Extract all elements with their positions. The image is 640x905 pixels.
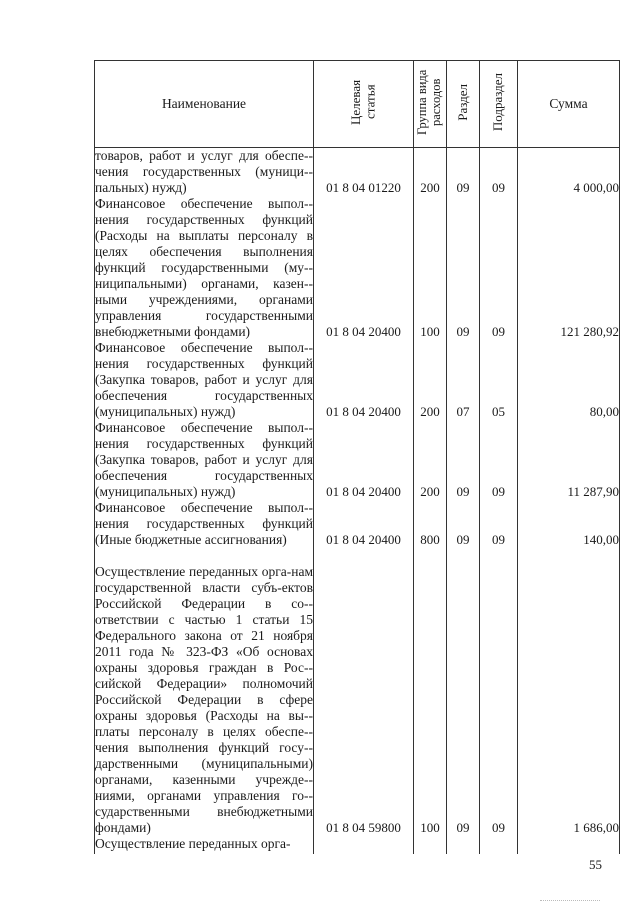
header-sum-label: Сумма — [549, 96, 588, 111]
row-section: 09 — [447, 420, 480, 500]
row-group: 200 — [414, 148, 447, 197]
table-row — [95, 836, 620, 854]
header-target-label: Целевая статья — [347, 79, 377, 125]
row-target: 01 8 04 20400 — [314, 420, 414, 500]
table-row — [95, 196, 620, 340]
row-section — [447, 836, 480, 854]
row-group: 100 — [414, 196, 447, 340]
row-sum — [518, 836, 620, 854]
row-name: Осуществление переданных орга- — [95, 836, 314, 854]
row-target: 01 8 04 01220 — [314, 148, 414, 197]
row-subsection: 09 — [480, 500, 518, 548]
table-row — [95, 420, 620, 500]
row-target: 01 8 04 20400 — [314, 196, 414, 340]
header-group-label: Группа вида расходов — [415, 69, 443, 135]
row-subsection: 05 — [480, 340, 518, 420]
row-subsection: 09 — [480, 420, 518, 500]
row-target — [314, 836, 414, 854]
table-row — [95, 148, 620, 197]
row-name: Финансовое обеспечение выпол-нения государственных функций (Закупка товаров, работ и услуг для обеспечения государственных (муниципальных) нужд) — [95, 340, 313, 419]
row-subsection: 09 — [480, 148, 518, 197]
row-subsection: 09 — [480, 548, 518, 836]
row-section: 09 — [447, 548, 480, 836]
budget-table — [94, 60, 620, 854]
row-group: 800 — [414, 500, 447, 548]
row-name: Финансовое обеспечение выпол-нения государственных функций (Иные бюджетные ассигнования) — [95, 500, 313, 547]
header-sum — [518, 61, 620, 148]
row-subsection: 09 — [480, 196, 518, 340]
row-group: 200 — [414, 340, 447, 420]
row-sum: 121 280,92 — [518, 196, 620, 340]
row-target: 01 8 04 20400 — [314, 340, 414, 420]
header-group — [414, 61, 447, 148]
page-number: 55 — [589, 857, 602, 872]
row-section: 07 — [447, 340, 480, 420]
row-subsection — [480, 836, 518, 854]
table-row — [95, 500, 620, 548]
header-name — [95, 61, 314, 148]
row-section: 09 — [447, 500, 480, 548]
header-section — [447, 61, 480, 148]
row-name: Осуществление переданных орга-нам государственной власти субъ-ектов Российской Федерации в со-ответствии с частью 1 статьи 15 Федерального закона от 21 ноября 2011 года № 323-ФЗ «Об основах охраны здоровья граждан в Рос-сийской Федерации» полномочий Российской Федерации в сфере охраны здоровья (Расходы на вы-платы персоналу в целях обеспе-чения выполнения функций госу-дарственными (муниципальными) органами, казенными учрежде-ниями, органами управления го-сударственными внебюджетными фондами) — [95, 548, 314, 836]
header-target — [314, 61, 414, 148]
row-group: 100 — [414, 548, 447, 836]
row-section: 09 — [447, 196, 480, 340]
header-section-label: Раздел — [454, 83, 470, 121]
table-header-row — [95, 61, 620, 148]
row-name: Финансовое обеспечение выпол-нения государственных функций (Закупка товаров, работ и услуг для обеспечения государственных (муниципальных) нужд) — [95, 420, 313, 499]
row-sum: 140,00 — [518, 500, 620, 548]
row-name: Финансовое обеспечение выпол-нения государственных функций (Расходы на выплаты персоналу в целях обеспечения выполнения функций государственными (му-ниципальными) органами, казен-ными учреждениями, органами управления государственными внебюджетными фондами) — [95, 196, 313, 339]
row-sum: 11 287,90 — [518, 420, 620, 500]
row-target: 01 8 04 20400 — [314, 500, 414, 548]
header-subsection-label: Подраздел — [490, 72, 506, 132]
row-sum: 1 686,00 — [518, 548, 620, 836]
row-group — [414, 836, 447, 854]
row-target: 01 8 04 59800 — [314, 548, 414, 836]
row-sum: 80,00 — [518, 340, 620, 420]
table-row — [95, 548, 620, 836]
row-sum: 4 000,00 — [518, 148, 620, 197]
header-subsection — [480, 61, 518, 148]
header-name-label: Наименование — [161, 96, 247, 111]
row-group: 200 — [414, 420, 447, 500]
row-section: 09 — [447, 148, 480, 197]
scan-artifact-line — [540, 900, 600, 902]
table-row — [95, 340, 620, 420]
row-name: товаров, работ и услуг для обеспе-чения государственных (муници-пальных) нужд) — [95, 148, 313, 195]
